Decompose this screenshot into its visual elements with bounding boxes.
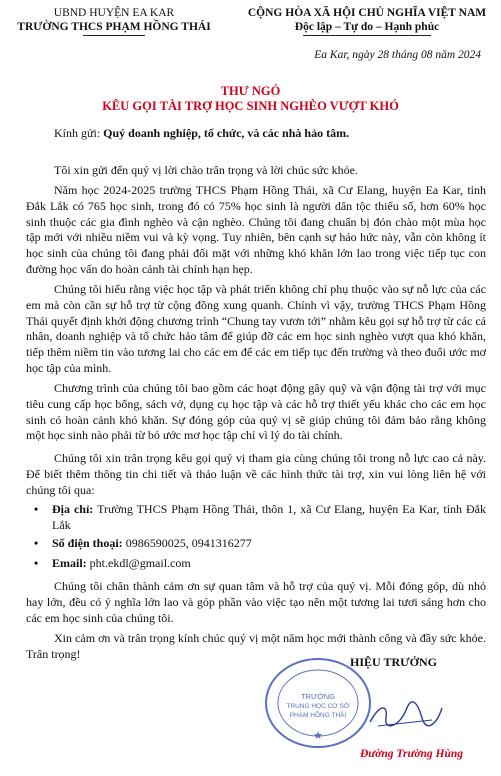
bullet-icon: •	[34, 502, 39, 516]
signer-name: Đường Trường Hùng	[360, 748, 464, 760]
svg-text:★: ★	[313, 730, 323, 742]
salutation-recipients: Quý doanh nghiệp, tổ chức, và các nhà hảo tâm.	[103, 126, 350, 140]
national-motto: Độc lập – Tự do – Hạnh phúc	[294, 21, 440, 33]
paragraph: Chúng tôi hiểu rằng việc học tập và phát triển không chỉ phụ thuộc vào sự nỗ lực của các em mà còn cần sự hỗ trợ từ cộng đồng xung quanh. Chính vì vậy, trường THCS Phạm Hồng Thái quyết định khởi động chương trình “Chung tay vươn tới” nhằm kêu gọi sự hỗ trợ từ các cá nhân, doanh nghiệp và tổ chức hảo tâm để giúp đỡ các em học sinh nghèo vượt qua khó khăn, tiếp thêm niềm tin vào tương lai cho các em để các em tiếp tục đến trường và theo đuổi ước mơ học tập của mình.	[26, 282, 486, 375]
paragraph: Chúng tôi xin trân trọng kêu gọi quý vị tham gia cùng chúng tôi trong nỗ lực cao cả này. Để biết thêm thông tin chi tiết và thảo luận về các hình thức tài trợ, xin vui lòng liên hệ với chúng tôi qua:	[26, 451, 486, 497]
contact-email-link[interactable]: pht.ekdl@gmail.com	[86, 556, 191, 570]
paragraph: Chúng tôi chân thành cảm ơn sự quan tâm và hỗ trợ của quý vị. Mỗi đóng góp, dù nhỏ hay lớn, đều có ý nghĩa lớn lao và góp phần vào việc tạo nên một tương lai tươi sáng hơn cho các em học sinh của chúng tôi.	[26, 579, 486, 625]
contact-label: Email:	[52, 556, 87, 570]
bullet-icon: •	[34, 556, 39, 570]
letter-title: THƯ NGỎ	[220, 84, 281, 98]
contact-label: Địa chỉ:	[52, 502, 94, 516]
paragraph: Năm học 2024-2025 trường THCS Phạm Hồng Thái, xã Cư Elang, huyện Ea Kar, tỉnh Đắk Lắk có 765 học sinh, trong đó có 75% học sinh là người dân tộc thiểu số, hơn 60% học sinh thuộc các gia đình nghèo và cận nghèo. Chúng tôi đang chuẩn bị đón chào một mùa học tập mới với nhiều niềm vui và kỳ vọng. Tuy nhiên, bên cạnh sự háo hức này, vẫn còn không ít học sinh của chúng tôi đang phải đối mặt với những khó khăn lớn lao trong việc tiếp tục con đường học vấn do hoàn cảnh tài chính hạn hẹp.	[26, 183, 486, 276]
place-date: Ea Kar, ngày 28 tháng 08 năm 2024	[314, 49, 481, 61]
district-name: UBND HUYỆN EA KAR	[53, 7, 175, 19]
bullet-icon: •	[34, 536, 39, 550]
paragraph: Xin cảm ơn và trân trọng kính chúc quý vị một năm học mới thành công và đầy sức khỏe. Trân trọng!	[26, 631, 486, 661]
contact-label: Số điện thoại:	[52, 536, 123, 550]
divider	[303, 35, 431, 36]
contact-email	[34, 556, 486, 572]
handwritten-signature	[366, 700, 446, 730]
contact-address	[34, 502, 486, 534]
salutation	[54, 126, 349, 141]
contact-value: Trường THCS Phạm Hồng Thái, thôn 1, xã Cư Elang, huyện Ea Kar, tỉnh Đắk Lắk	[52, 502, 486, 532]
svg-text:TRUNG HỌC CƠ SỞ: TRUNG HỌC CƠ SỞ	[286, 703, 350, 710]
salutation-prefix: Kính gửi:	[54, 126, 104, 140]
divider	[83, 35, 145, 36]
svg-text:TRƯỜNG: TRƯỜNG	[300, 692, 336, 701]
contact-phone	[34, 536, 486, 552]
contact-value: 0986590025, 0941316277	[122, 536, 252, 550]
letter-subtitle: KÊU GỌI TÀI TRỢ HỌC SINH NGHÈO VƯỢT KHÓ	[102, 99, 399, 113]
paragraph: Tôi xin gửi đến quý vị lời chào trân trọng và lời chúc sức khỏe.	[54, 163, 358, 177]
paragraph: Chương trình của chúng tôi bao gồm các hoạt động gây quỹ và vận động tài trợ với mục tiêu cung cấp học bổng, sách vở, dụng cụ học tập và các hỗ trợ thiết yếu khác cho các em học sinh có hoàn cảnh khó khăn. Sự đóng góp của quý vị sẽ giúp chúng tôi đảm bảo rằng không một học sinh nào phải từ bỏ ước mơ học tập chỉ vì lý do tài chính.	[26, 381, 486, 443]
national-title: CỘNG HÒA XÃ HỘI CHỦ NGHĨA VIỆT NAM	[247, 7, 487, 19]
header-left	[14, 6, 214, 36]
svg-text:PHẠM HỒNG THÁI: PHẠM HỒNG THÁI	[289, 712, 347, 719]
signer-title: HIỆU TRƯỞNG	[350, 655, 438, 669]
header-right	[236, 6, 498, 36]
school-name: TRƯỜNG THCS PHẠM HỒNG THÁI	[17, 21, 211, 33]
